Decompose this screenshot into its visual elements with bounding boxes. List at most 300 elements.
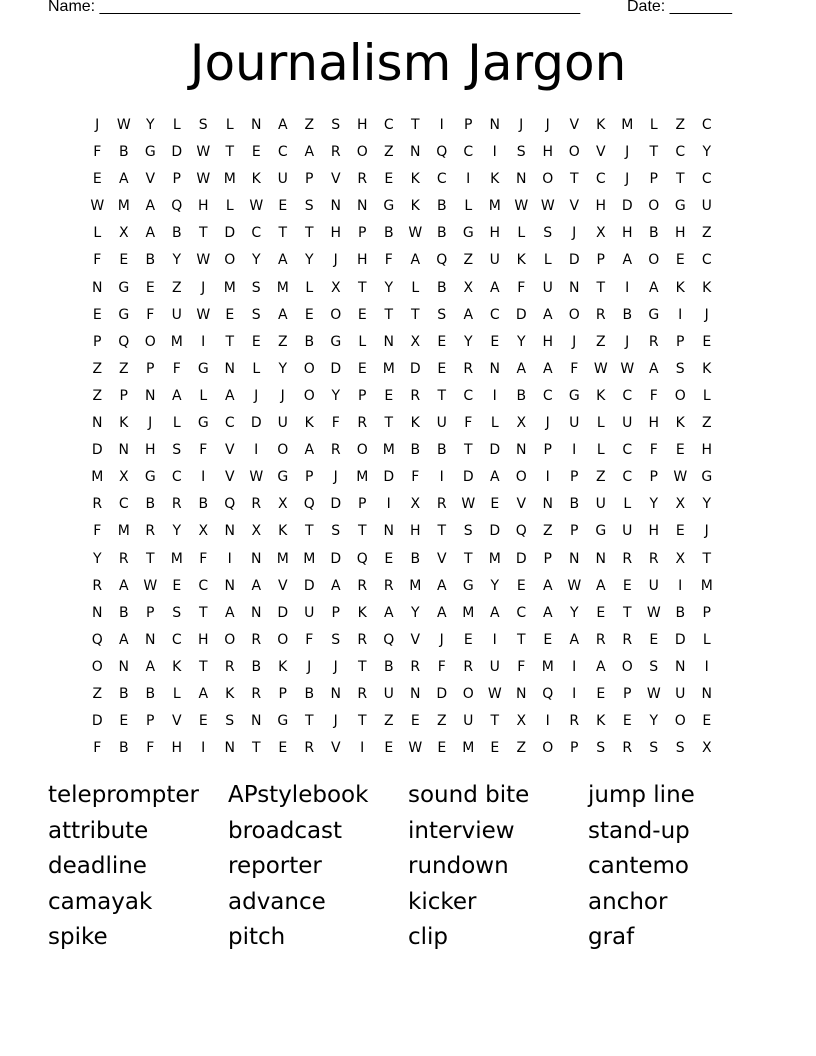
- grid-letter: B: [145, 685, 156, 702]
- grid-letter: E: [384, 740, 394, 757]
- grid-letter: C: [251, 225, 262, 242]
- grid-letter: J: [625, 333, 630, 350]
- word-list-item: advance: [228, 888, 326, 915]
- grid-letter: R: [251, 496, 262, 513]
- grid-letter: T: [384, 306, 394, 323]
- word-list-item: clip: [408, 924, 449, 951]
- grid-letter: J: [333, 252, 338, 269]
- grid-letter: E: [145, 279, 155, 296]
- grid-letter: G: [118, 279, 130, 296]
- grid-letter: J: [95, 117, 100, 133]
- grid-letter: C: [383, 117, 394, 133]
- grid-letter: E: [198, 713, 208, 730]
- grid-letter: J: [254, 387, 259, 404]
- grid-letter: W: [487, 685, 502, 702]
- grid-letter: N: [330, 685, 341, 702]
- grid-letter: X: [330, 279, 341, 296]
- grid-letter: I: [545, 713, 550, 730]
- grid-letter: B: [251, 658, 262, 675]
- grid-letter: F: [93, 144, 102, 161]
- grid-letter: E: [119, 252, 129, 269]
- grid-letter: P: [305, 171, 314, 188]
- grid-letter: E: [675, 252, 685, 269]
- grid-letter: R: [330, 442, 341, 459]
- grid-letter: W: [540, 198, 555, 215]
- word-list-item: APstylebook: [228, 782, 369, 808]
- grid-letter: Q: [542, 685, 554, 702]
- grid-letter: B: [410, 550, 421, 567]
- grid-letter: A: [410, 252, 421, 269]
- grid-letter: N: [92, 415, 103, 432]
- grid-letter: Z: [92, 360, 103, 377]
- grid-letter: S: [649, 658, 659, 675]
- grid-letter: M: [170, 550, 183, 567]
- word-list-item: deadline: [48, 853, 147, 880]
- grid-letter: D: [409, 360, 421, 377]
- grid-letter: R: [463, 360, 474, 377]
- grid-letter: G: [568, 387, 580, 404]
- grid-letter: T: [357, 523, 367, 540]
- grid-letter: N: [251, 550, 262, 567]
- grid-letter: F: [93, 740, 102, 757]
- grid-letter: S: [172, 604, 182, 621]
- grid-letter: O: [542, 740, 554, 757]
- grid-letter: A: [145, 198, 156, 215]
- grid-letter: N: [224, 740, 235, 757]
- grid-letter: Z: [675, 117, 686, 133]
- grid-letter: H: [356, 117, 368, 133]
- grid-letter: D: [171, 144, 183, 161]
- grid-letter: B: [436, 279, 447, 296]
- grid-letter: I: [492, 144, 497, 161]
- grid-letter: Y: [463, 333, 473, 350]
- grid-letter: J: [625, 171, 630, 188]
- grid-letter: M: [276, 550, 289, 567]
- grid-letter: P: [358, 225, 367, 242]
- grid-letter: V: [436, 550, 447, 567]
- grid-letter: O: [330, 306, 342, 323]
- grid-letter: P: [331, 604, 340, 621]
- grid-letter: O: [224, 631, 236, 648]
- grid-letter: W: [461, 496, 476, 513]
- grid-letter: N: [516, 442, 527, 459]
- grid-letter: E: [251, 333, 261, 350]
- grid-letter: T: [278, 225, 288, 242]
- grid-letter: G: [595, 523, 607, 540]
- grid-letter: W: [196, 252, 211, 269]
- grid-letter: J: [333, 658, 338, 675]
- word-list-item: cantemo: [588, 853, 689, 880]
- grid-letter: G: [118, 306, 130, 323]
- grid-letter: K: [596, 713, 606, 730]
- grid-letter: J: [307, 658, 312, 675]
- grid-letter: K: [410, 171, 420, 188]
- grid-letter: Z: [92, 387, 103, 404]
- grid-letter: N: [92, 279, 103, 296]
- grid-letter: F: [517, 279, 526, 296]
- grid-letter: A: [595, 658, 606, 675]
- grid-letter: L: [225, 117, 234, 133]
- grid-letter: N: [224, 523, 235, 540]
- grid-letter: W: [567, 577, 582, 594]
- grid-letter: L: [252, 360, 261, 377]
- grid-letter: O: [303, 387, 315, 404]
- grid-letter: D: [674, 631, 686, 648]
- grid-letter: N: [701, 685, 712, 702]
- grid-letter: R: [595, 306, 606, 323]
- grid-letter: S: [675, 360, 685, 377]
- grid-letter: N: [251, 713, 262, 730]
- grid-letter: M: [170, 333, 183, 350]
- grid-letter: Y: [331, 387, 341, 404]
- grid-letter: O: [277, 631, 289, 648]
- name-field-label: Name: ______________________________________________________: [48, 0, 581, 15]
- grid-letter: U: [383, 685, 394, 702]
- grid-letter: E: [437, 333, 447, 350]
- grid-letter: E: [702, 333, 712, 350]
- grid-letter: J: [280, 387, 285, 404]
- grid-letter: T: [437, 523, 447, 540]
- grid-letter: Q: [118, 333, 130, 350]
- grid-letter: Y: [172, 523, 182, 540]
- grid-letter: T: [357, 279, 367, 296]
- grid-letter: D: [462, 469, 474, 486]
- grid-letter: N: [516, 685, 527, 702]
- grid-letter: G: [462, 225, 474, 242]
- grid-letter: I: [439, 117, 444, 133]
- grid-letter: K: [702, 360, 712, 377]
- grid-letter: E: [622, 713, 632, 730]
- grid-letter: A: [516, 360, 527, 377]
- grid-letter: O: [224, 252, 236, 269]
- grid-letter: T: [198, 658, 208, 675]
- grid-letter: W: [408, 225, 423, 242]
- grid-letter: P: [119, 387, 128, 404]
- grid-letter: D: [330, 360, 342, 377]
- grid-letter: T: [198, 604, 208, 621]
- grid-letter: H: [542, 333, 554, 350]
- grid-letter: A: [145, 225, 156, 242]
- grid-letter: P: [596, 252, 605, 269]
- grid-letter: W: [646, 685, 661, 702]
- grid-letter: T: [702, 550, 712, 567]
- grid-letter: Y: [172, 252, 182, 269]
- grid-letter: E: [490, 496, 500, 513]
- grid-letter: X: [410, 333, 421, 350]
- grid-letter: R: [622, 740, 633, 757]
- grid-letter: N: [542, 496, 553, 513]
- grid-letter: E: [675, 442, 685, 459]
- grid-letter: E: [516, 577, 526, 594]
- grid-letter: G: [277, 713, 289, 730]
- grid-letter: E: [596, 604, 606, 621]
- grid-letter: K: [357, 604, 367, 621]
- grid-letter: A: [251, 577, 262, 594]
- grid-letter: R: [145, 523, 156, 540]
- grid-letter: G: [383, 198, 395, 215]
- grid-letter: P: [146, 604, 155, 621]
- grid-letter: N: [118, 658, 129, 675]
- grid-letter: R: [436, 496, 447, 513]
- grid-letter: C: [701, 117, 712, 133]
- grid-letter: K: [675, 279, 685, 296]
- grid-letter: C: [622, 387, 633, 404]
- grid-letter: P: [623, 685, 632, 702]
- grid-letter: M: [117, 198, 130, 215]
- grid-letter: J: [333, 713, 338, 730]
- grid-letter: A: [277, 117, 288, 133]
- grid-letter: V: [516, 496, 527, 513]
- grid-letter: U: [171, 306, 182, 323]
- grid-letter: F: [331, 415, 340, 432]
- grid-letter: X: [251, 523, 262, 540]
- grid-letter: R: [569, 713, 580, 730]
- grid-letter: N: [118, 442, 129, 459]
- grid-letter: T: [410, 306, 420, 323]
- grid-letter: H: [648, 523, 660, 540]
- grid-letter: Y: [410, 604, 420, 621]
- grid-letter: Y: [304, 252, 314, 269]
- grid-letter: B: [410, 442, 421, 459]
- grid-letter: N: [489, 117, 500, 133]
- grid-letter: G: [701, 469, 713, 486]
- grid-letter: V: [569, 117, 580, 133]
- grid-letter: U: [542, 279, 553, 296]
- grid-letter: E: [384, 171, 394, 188]
- grid-letter: T: [357, 713, 367, 730]
- grid-letter: H: [144, 442, 156, 459]
- grid-letter: I: [360, 740, 365, 757]
- grid-letter: G: [144, 144, 156, 161]
- grid-letter: N: [675, 658, 686, 675]
- grid-letter: U: [701, 198, 712, 215]
- grid-letter: W: [514, 198, 529, 215]
- grid-letter: P: [702, 604, 711, 621]
- grid-letter: I: [439, 469, 444, 486]
- grid-letter: H: [171, 740, 183, 757]
- grid-letter: L: [623, 496, 632, 513]
- grid-letter: Z: [436, 713, 447, 730]
- grid-letter: K: [702, 279, 712, 296]
- grid-letter: L: [225, 198, 234, 215]
- grid-letter: T: [357, 658, 367, 675]
- grid-letter: L: [702, 387, 711, 404]
- grid-letter: A: [622, 252, 633, 269]
- grid-letter: J: [572, 333, 577, 350]
- grid-letter: Y: [92, 550, 102, 567]
- grid-letter: W: [249, 469, 264, 486]
- grid-letter: C: [277, 144, 288, 161]
- grid-letter: U: [304, 604, 315, 621]
- grid-letter: S: [331, 631, 341, 648]
- grid-letter: W: [196, 306, 211, 323]
- grid-letter: R: [224, 658, 235, 675]
- grid-letter: E: [490, 333, 500, 350]
- grid-letter: B: [304, 685, 315, 702]
- grid-letter: L: [464, 198, 473, 215]
- grid-letter: G: [197, 360, 209, 377]
- grid-letter: M: [621, 117, 634, 133]
- grid-letter: S: [172, 442, 182, 459]
- grid-letter: V: [224, 469, 235, 486]
- grid-letter: U: [569, 415, 580, 432]
- grid-letter: P: [358, 387, 367, 404]
- grid-letter: Q: [91, 631, 103, 648]
- grid-letter: X: [118, 225, 129, 242]
- grid-letter: T: [490, 713, 500, 730]
- grid-letter: K: [596, 117, 606, 133]
- grid-letter: T: [569, 171, 579, 188]
- grid-letter: U: [648, 577, 659, 594]
- grid-letter: A: [436, 604, 447, 621]
- grid-letter: R: [622, 631, 633, 648]
- grid-letter: L: [517, 225, 526, 242]
- grid-letter: D: [515, 306, 527, 323]
- grid-letter: P: [146, 360, 155, 377]
- grid-letter: O: [568, 306, 580, 323]
- grid-letter: C: [436, 171, 447, 188]
- grid-letter: Z: [277, 333, 288, 350]
- grid-letter: A: [118, 631, 129, 648]
- word-list-item: spike: [48, 924, 108, 951]
- grid-letter: C: [622, 469, 633, 486]
- grid-letter: A: [145, 658, 156, 675]
- grid-letter: A: [224, 387, 235, 404]
- grid-letter: C: [171, 469, 182, 486]
- grid-letter: V: [330, 740, 341, 757]
- grid-letter: P: [649, 469, 658, 486]
- grid-letter: O: [144, 333, 156, 350]
- grid-letter: E: [410, 713, 420, 730]
- grid-letter: H: [701, 442, 713, 459]
- grid-letter: M: [409, 577, 422, 594]
- grid-letter: Y: [702, 496, 712, 513]
- grid-letter: K: [172, 658, 182, 675]
- grid-letter: E: [437, 360, 447, 377]
- word-list: [48, 777, 768, 955]
- grid-letter: C: [701, 252, 712, 269]
- grid-letter: Y: [384, 279, 394, 296]
- grid-letter: H: [648, 415, 660, 432]
- grid-letter: N: [489, 360, 500, 377]
- grid-letter: F: [93, 523, 102, 540]
- grid-letter: Z: [92, 685, 103, 702]
- grid-letter: Y: [145, 117, 155, 133]
- grid-letter: T: [596, 279, 606, 296]
- grid-letter: D: [621, 198, 633, 215]
- grid-letter: E: [172, 577, 182, 594]
- grid-letter: T: [304, 523, 314, 540]
- grid-letter: F: [517, 658, 526, 675]
- grid-letter: W: [90, 198, 105, 215]
- grid-letter: X: [595, 225, 606, 242]
- grid-letter: M: [488, 198, 501, 215]
- grid-letter: I: [201, 740, 206, 757]
- grid-letter: E: [622, 577, 632, 594]
- grid-letter: W: [593, 360, 608, 377]
- grid-letter: M: [488, 550, 501, 567]
- grid-letter: Y: [251, 252, 261, 269]
- grid-letter: F: [172, 360, 181, 377]
- grid-letter: A: [330, 577, 341, 594]
- word-list-item: teleprompter: [48, 782, 199, 808]
- grid-letter: Z: [595, 333, 606, 350]
- header-line: [48, 0, 748, 20]
- letter-grid: [84, 112, 720, 762]
- grid-letter: G: [462, 577, 474, 594]
- grid-letter: O: [542, 171, 554, 188]
- grid-letter: K: [490, 171, 500, 188]
- grid-letter: R: [463, 658, 474, 675]
- grid-letter: P: [543, 550, 552, 567]
- grid-letter: A: [277, 252, 288, 269]
- grid-letter: X: [463, 279, 474, 296]
- grid-letter: F: [649, 387, 658, 404]
- grid-letter: O: [648, 252, 660, 269]
- grid-letter: T: [145, 550, 155, 567]
- word-list-item: pitch: [228, 924, 286, 951]
- grid-letter: L: [702, 631, 711, 648]
- grid-letter: Z: [701, 415, 712, 432]
- grid-letter: R: [357, 577, 368, 594]
- word-list-item: broadcast: [228, 817, 343, 844]
- word-list-item: reporter: [228, 853, 322, 880]
- grid-letter: R: [251, 631, 262, 648]
- grid-letter: N: [569, 550, 580, 567]
- grid-letter: J: [201, 279, 206, 296]
- grid-letter: V: [330, 171, 341, 188]
- grid-letter: E: [437, 740, 447, 757]
- grid-letter: B: [118, 740, 129, 757]
- grid-letter: W: [249, 198, 264, 215]
- grid-letter: C: [675, 144, 686, 161]
- grid-letter: N: [383, 333, 394, 350]
- grid-letter: P: [358, 496, 367, 513]
- grid-letter: X: [516, 713, 527, 730]
- grid-letter: N: [410, 685, 421, 702]
- grid-letter: A: [463, 306, 474, 323]
- grid-letter: F: [93, 252, 102, 269]
- grid-letter: R: [357, 685, 368, 702]
- word-list-item: graf: [588, 924, 635, 951]
- grid-letter: N: [92, 604, 103, 621]
- grid-letter: T: [437, 387, 447, 404]
- grid-letter: H: [197, 198, 209, 215]
- grid-letter: S: [225, 713, 235, 730]
- grid-letter: Z: [701, 225, 712, 242]
- grid-letter: G: [674, 198, 686, 215]
- grid-letter: X: [277, 496, 288, 513]
- grid-letter: G: [197, 415, 209, 432]
- grid-letter: S: [331, 117, 341, 133]
- grid-letter: N: [145, 631, 156, 648]
- grid-letter: V: [569, 198, 580, 215]
- grid-letter: D: [224, 225, 236, 242]
- grid-letter: O: [648, 198, 660, 215]
- grid-letter: B: [118, 685, 129, 702]
- grid-letter: C: [516, 604, 527, 621]
- grid-letter: A: [383, 604, 394, 621]
- grid-letter: F: [199, 550, 208, 567]
- grid-letter: O: [674, 713, 686, 730]
- grid-letter: W: [196, 144, 211, 161]
- grid-letter: T: [622, 604, 632, 621]
- word-list-item: camayak: [48, 888, 153, 915]
- grid-letter: I: [572, 658, 577, 675]
- grid-letter: E: [357, 360, 367, 377]
- grid-letter: U: [489, 658, 500, 675]
- grid-letter: Z: [118, 360, 129, 377]
